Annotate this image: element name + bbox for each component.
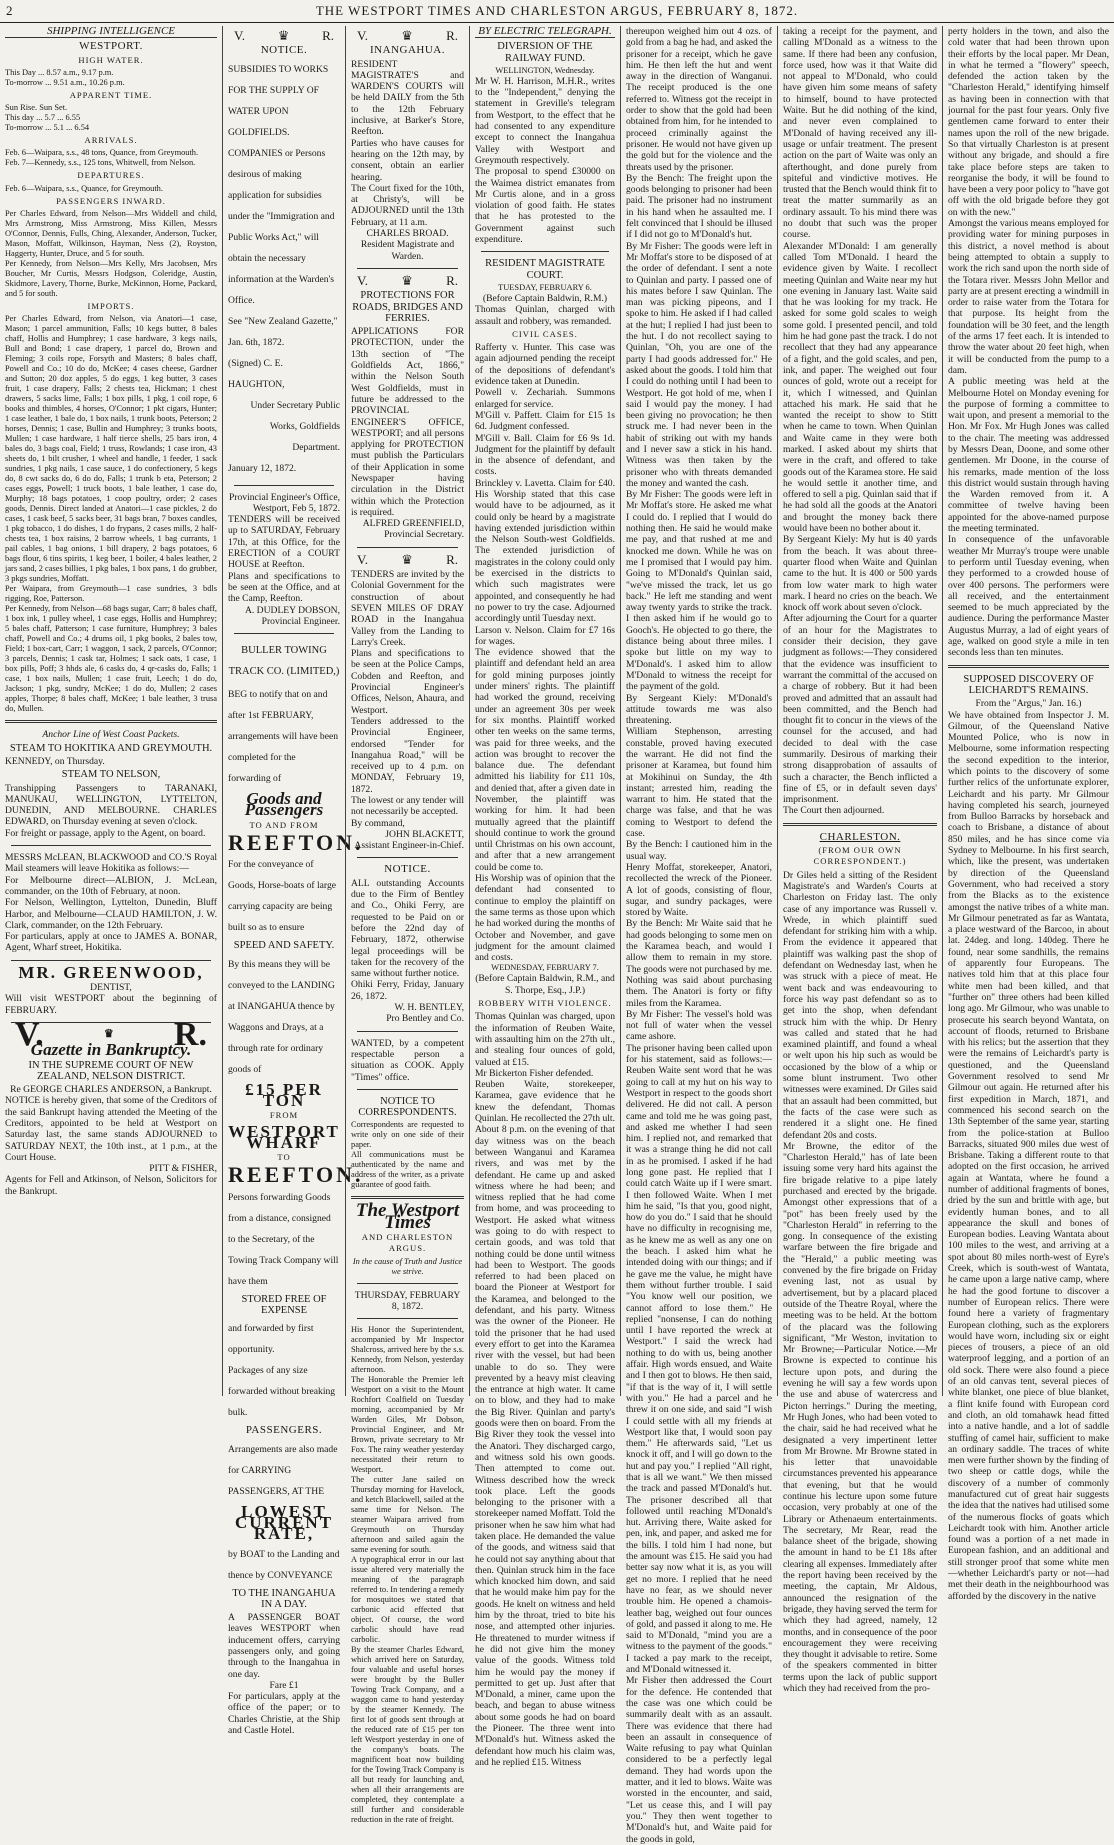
ad-title: Gazette in Bankruptcy. bbox=[30, 1040, 192, 1060]
subheading: ROBBERY WITH VIOLENCE. bbox=[478, 998, 612, 1009]
crown-icon: ♛ bbox=[277, 28, 290, 43]
ad-heading: Anchor Line of West Coast Packets. bbox=[42, 729, 180, 741]
sun-table: Sun Rise. Sun Set. This day ... 5.7 ... 6.55 To-morrow ... 5.1 ... 6.54 bbox=[5, 103, 90, 133]
divider bbox=[351, 1196, 464, 1199]
ad-text: RESIDENT MAGISTRATE'S and WARDEN'S COURTS will be held DAILY from the 5th to the 12th February inclusive, at Barker's Store, Reefton. bbox=[351, 58, 464, 138]
signature-title: Assistant Engineer-in-Chief. bbox=[354, 840, 464, 852]
ad-text: COMPANIES or Persons desirous of making application for subsidies under the "Immigration and Public Works Act," will obtain the necessary information at the Warden's Office. bbox=[228, 147, 335, 306]
column-shipping bbox=[0, 26, 222, 1396]
column-court-continued bbox=[620, 26, 777, 1845]
divider bbox=[948, 665, 1109, 668]
article-title: SUPPOSED DISCOVERY OF LEICHARDT'S REMAINS. bbox=[963, 673, 1094, 696]
ad-title: LOWEST CURRENT RATE, bbox=[234, 1501, 334, 1544]
ad-subtitle: TO THE INANGAHUA IN A DAY. bbox=[232, 1587, 336, 1610]
ad-title: MR. GREENWOOD, bbox=[18, 962, 204, 982]
ad-title: BULLER TOWING TRACK CO. (LIMITED,) bbox=[228, 645, 340, 678]
subheading: IMPORTS. bbox=[87, 301, 135, 312]
crest-letter: R. bbox=[322, 28, 334, 43]
ad-title: SUBSIDIES TO WORKS FOR THE SUPPLY OF WATER UPON GOLDFIELDS. bbox=[228, 63, 329, 138]
ad-text: See "New Zealand Gazette," Jan. 6th, 1872. bbox=[228, 315, 338, 348]
ad-title: Goods and Passengers bbox=[244, 789, 324, 820]
crest-letter: R. bbox=[446, 551, 458, 567]
signature: CHARLES BROAD. bbox=[366, 228, 449, 240]
divider bbox=[783, 823, 937, 826]
signature: (Signed) C. E. HAUGHTON, bbox=[228, 357, 285, 390]
paper-subtitle: AND CHARLESTON ARGUS. bbox=[361, 1232, 454, 1254]
ad-heading: NOTICE TO CORRESPONDENTS. bbox=[358, 1095, 457, 1119]
ad-text: Correspondents are requested to write only on one side of their paper. All communications must be authenticated by the name and address of the writer, as a private guarantee of good faith. bbox=[351, 1120, 464, 1190]
signature: W. H. BENTLEY, bbox=[394, 1002, 464, 1014]
rate-banner: £15 PER TON bbox=[245, 1079, 323, 1110]
subheading: PASSENGERS INWARD. bbox=[56, 195, 166, 206]
divider bbox=[357, 547, 458, 548]
court-before: (Before Captain Baldwin, R.M.) bbox=[482, 292, 608, 304]
crest-letter: R. bbox=[173, 1015, 207, 1053]
subheading: CIVIL CASES. bbox=[512, 328, 578, 339]
article-text: Thomas Quinlan, charged with assault and robbery, was remanded. bbox=[475, 304, 615, 327]
divider bbox=[357, 857, 458, 858]
article-title: RESIDENT MAGISTRATE COURT. bbox=[485, 258, 605, 281]
signature: PITT & FISHER, bbox=[149, 1163, 217, 1175]
page-number: 2 bbox=[6, 3, 13, 18]
ad-subtitle: DENTIST, bbox=[90, 982, 132, 994]
source-line: From the "Argus," Jan. 16.) bbox=[975, 698, 1082, 710]
divider bbox=[481, 251, 609, 252]
article-text: perty holders in the town, and also the cold water that had been thrown upon their efforts by the local paper. Mr Dean, in what he termed a "flowery" speech, defended the action taken by the "Charleston Herald," identifying himself as having been in connection with that journal for the past four years. Only five gentlemen came forward to enter their names upon the roll of the new brigade. So that virtually Charleston is at present without any brigade, and should a fire take place before steps are taken to reorganise the body, it will be found to have been a very poor policy to "have got off with the old brigade before they got on with the new." Amongst the various means employed for providing water for mining purposes in this district, a novel method is about being attempted to obtain a supply to work the rich sand upon the north side of the Totara river. Messrs John Mellor and party are at present erecting a windmill in order to raise water from the Totara for that purpose. Its height from the foundation will be 30 feet, and the length of the arms 17 feet each. It is intended to throw the water about 20 feet high, when it will be conducted from the pump to a dam. A public meeting was held at the Melbourne Hotel on Monday evening for the purpose of forming a committee to wait upon, and present a memorial to the Hon. Mr Fox. Mr Hugh Jones was called to the chair. The meeting was addressed by Messrs Dean, Doone, and some other gentlemen. Mr Doone, in the course of his remarks, made mention of the loss this district would sustain through having the Warden removed from it. A committee of twelve having been appointed for the above-named purpose the meeting terminated. In consequence of the unfavorable weather Mr Murray's troupe were unable to perform until Tuesday evening, when they performed to a crowded house of over 400 persons. The performers were all received, and the entertainment seemed to be much appreciated by the audience. During the performance Master Augustus Murray, a lad of eight years of age, walked on good style a mile in ten seconds less than ten minutes. bbox=[948, 26, 1109, 659]
ad-text: Plans and specifications to be seen at the Police Camps, Cobden and Reefton, and Provincial Engineer's Offices, Nelson, Ahaura, and Westport. bbox=[351, 648, 464, 716]
royal-crest bbox=[234, 30, 334, 41]
ad-text: BEG to notify that on and after 1st FEBRUARY, arrangements will have been completed for the forwarding of bbox=[228, 689, 339, 785]
ad-text: Will visit WESTPORT about the beginning of FEBRUARY. bbox=[5, 993, 217, 1016]
column-telegraph bbox=[469, 25, 620, 1768]
ad-text: For the conveyance of Goods, Horse-boats of large carrying capacity are being built so as to ensure bbox=[228, 859, 336, 934]
signature-title: Provincial Engineer. bbox=[261, 615, 340, 627]
passengers-list: Per Charles Edward, from Nelson—Mrs Widdell and child, Mrs Armstrong, Miss Armstrong, Miss Killen, Messrs O'Connor, Dennis, Fulls, Ching, Alexander, Anderson, Tucker, Mason, Moffatt, Wilkinson, Hayman, Ness (2), Royston, Haggerty, Hunter, Druce, and 5 for south. Per Kennedy, from Nelson—Mrs Kelly, Mrs Jacobsen, Mrs Boucher, Mr Curtis, Messrs Hodgson, Coleridge, Austin, Skidmore, Lavery, Thorne, Burke, McKinnon, Horne, Packard, and 5 for south. bbox=[5, 209, 217, 299]
page-title: THE WESTPORT TIMES AND CHARLESTON ARGUS, FEBRUARY 8, 1872. bbox=[315, 3, 799, 18]
signature-title: Agents for Fell and Atkinson, of Nelson, Solicitors for the Bankrupt. bbox=[5, 1174, 217, 1197]
divider bbox=[357, 1318, 458, 1319]
ad-heading: NOTICE. bbox=[260, 44, 308, 57]
editorial-text: His Honor the Superintendent, accompanied by Mr Inspector Shalcross, arrived here by the s.s. Kennedy, from Nelson, yesterday afternoon. The Honorable the Premier left Westport on a visit to the Mount Rochfort Coalfield on Tuesday morning, accompanied by Mr Warden Giles, Mr Dobson, Provincial Engineer, and Mr Brown, private secretary to Mr Fox. The rainy weather yesterday necessitated their return to Westport. The cutter Jane sailed on Thursday morning for Havelock, and ketch Blackwell, sailed at the same time for Nelson. The steamer Waipara arrived from Greymouth on Thursday afternoon and sailed again the same evening for south. A typographical error in our last issue altered very materially the meaning of the paragraph referred to. In tendering a remedy for mosquitoes we stated that carbonic acid effected that object. Of course, the word carbolic should have read carbolic. By the steamer Charles Edward, which arrived here on Saturday, four valuable and useful horses were brought by the Buller Towing Track Company, and a waggon came to hand yesterday by the steamer Kennedy. The first lot of goods sent through at the reduced rate of £15 per ton left Westport yesterday in one of the company's boats. The magnificent boat now building for the Towing Track Company is all but ready for launching and, when all their arrangements are completed, they contemplate a still further and considerable reduction in the rate of freight. bbox=[351, 1325, 465, 1825]
ad-title: REEFTON. bbox=[228, 1162, 364, 1188]
divider bbox=[234, 633, 334, 634]
departures-list: Feb. 6—Waipara, s.s., Quance, for Greymouth. bbox=[5, 183, 163, 193]
ad-heading: NOTICE. bbox=[384, 863, 431, 876]
ad-title: WESTPORT WHARF bbox=[228, 1121, 340, 1152]
paper-motto: In the cause of Truth and Justice we strive. bbox=[352, 1256, 463, 1276]
court-before: (Before Captain Baldwin, R.M., and S. Thorpe, Esq., J.P.) bbox=[475, 973, 615, 996]
signature: ALFRED GREENFIELD, bbox=[362, 518, 464, 530]
article-text: Thomas Quinlan was charged, upon the information of Reuben Waite, with assaulting him on the 27th ult., and stealing four ounces of gold, valued at £15. Mr Bickerton Fisher defended. Reuben Waite, storekeeper, Karamea, gave evidence that he knew the defendant, Thomas Quinlan. He recollected the 27th ult. About 8 p.m. on the evening of that day witness was on the beach between Wanganui and Karamea rivers, and was met by the defendant. He came up and asked witness where he had been; and witness replied that he had come from home, and was proceeding to Westport. He asked what witness was going to do with respect to certain goods, and was told that nothing could be done until witness had been to Westport. The goods referred to had been placed on board the Pioneer at Westport for the Karamea, and belonged to the defendant, and his party. Witness was the owner of the Pioneer. He told the prisoner that he had used every effort to get into the Karamea river with the vessel, but had been unable to do so. They were prevented by a heavy mist cleaving the entrance at high water. It came on to blow, and they had to make the Big River. Quinlan and party's goods were then on board. From the Big River they took the vessel into the Anatori. They discharged cargo, and witness sold his own goods. Then attempted to come out. Witness described how the wreck took place. Left the goods belonging to the prisoner with a storekeeper named Moffatt. Told the prisoner when he saw him what had taken place. He demanded the value of the goods, and witness said that he could not say anything about that then. Quinlan struck him in the face which knocked him down, and said that he would make him pay for the goods. He knelt on witness and held him by the throat, tried to bite his nose, and attempted other injuries. He threatened to murder witness if he did not give him the money value of the goods. Witness told him he would pay the money if permitted to get up. Just after that M'Donald, a miner, came upon the beach, and began to abuse witness about some goods he had on board the Pioneer. The three went into M'Donald's hut. Witness asked the defendant how much his claim was, and he replied £15. Witness bbox=[475, 1011, 615, 1768]
royal-crest bbox=[357, 551, 458, 567]
ad-text: TENDERS are invited by the Colonial Government for the construction of about SEVEN MILES OF DRAY ROAD in the Inangahua Valley from the Landing to Larry's Creek. bbox=[351, 569, 464, 648]
crown-icon: ♛ bbox=[103, 1027, 114, 1040]
ad-heading: INANGAHUA. bbox=[370, 44, 445, 57]
ad-text: Packages of any size forwarded without breaking bulk. bbox=[228, 1365, 336, 1419]
ad-text: By this means they will be conveyed to the LANDING at INANGAHUA thence by Waggons and Drays, at a through rate for ordinary goods of bbox=[228, 958, 335, 1075]
crest-letter: V. bbox=[357, 551, 368, 567]
ad-subtitle: STORED FREE OF EXPENSE bbox=[241, 1293, 327, 1317]
ad-text: By command, bbox=[351, 817, 405, 829]
ad-text: TENDERS will be received up to SATURDAY, February 17th, at this Office, for the ERECTION of a COURT HOUSE at Reefton. bbox=[228, 514, 340, 571]
ad-text: Ohiki Ferry, Friday, January 26, 1872. bbox=[351, 979, 464, 1002]
article-text: taking a receipt for the payment, and calling M'Donald as a witness to the same. If there had been any confusion, force used, how was it that Waite did not appeal to M'Donald, who could have given him some means of safety to himself, bound to have protected Waite. But he did nothing of the kind, and never even complained to M'Donald of having received any ill-usage or unfair treatment. The present action on the part of Waite was only an afterthought, and done purely from spiteful and vindictive motives. He trusted that the Bench would think fit to treat the matter summarily as an ordinary assault. To his mind there was no doubt that such was the proper course. Alexander M'Donald: I am generally called Tom M'Donald. I heard the evidence given by Waite. I recollect meeting Quinlan and Waite near my hut one evening in January last. Waite said that he was looking for my track. He asked for some gold scales to weigh some gold. I presented pencil, and told him he had gone past the track. I do not recollect that they had any appearance of a fight, and the gold scales, and pen, ink, and paper. The weighed out four ounces of gold, wrote out a receipt for it, which I witnessed, and Quinlan attached his mark. He said that he wanted the receipt to show to Stitt when he came to town. When Quinlan and Waite came in they were both marked. I asked about my shirts that were in the craft, and offered to take goods out of the Karamea store. He said he would settle it another time, and offered to sell a pig. Quinlan said that if he had sold all the goods at the Anatori and brought the money back there would have been no bother about it. By Sergeant Kiely: My hut is 40 yards from the beach. It was about three-quarter flood when Waite and Quinlan came to the hut. It is 400 or 500 yards from low water mark to high water mark. I heard no cries on the beach. We knock off work about seven o'clock. After adjourning the Court for a quarter of an hour for the Magistrates to consider their decision, they gave judgment as follows:—They considered that the evidence was insufficient to warrant the committal of the accused on a charge of robbery. But it had been proved and admitted that an assault had been committed, and the Bench had thought fit to concur in the views of the counsel for the accused, and had decided to deal with the case summarily. Desirous of marking their strong disapprobation of assaults of such a character, the Bench inflicted a fine of £5, or in default seven days' imprisonment. The Court then adjourned. bbox=[783, 26, 937, 817]
divider bbox=[11, 960, 211, 961]
article-text: Rafferty v. Hunter. This case was again adjourned pending the receipt of the depositions of defendant's evidence taken at Dunedin. Powell v. Zechariah. Summons enlarged for service. M'Gill v. Paffett. Claim for £15 1s 6d. Judgment confessed. M'Gill v. Ball. Claim for £6 9s 1d. Judgment for the plaintiff by default in the absence of defendant, and costs. Brinckley v. Lavetta. Claim for £40. His Worship stated that this case would have to be adjourned, as it could only be heard by a magistrate having extended jurisdiction within the Nelson South-west Goldfields. The extended jurisdiction of magistrates in the colony could only be exercised in the districts to which such magistrates were appointed, and consequently he had no power to try the case. Adjourned accordingly until Tuesday next. Larson v. Nelson. Claim for £7 16s for wages. The evidence showed that the plaintiff and defendant held an area for gold mining purposes jointly under miners' rights. The plaintiff had worked the ground, receiving under an agreement 30s per week for six months. Plaintiff worked other ten weeks on the same terms, was paid for three weeks, and the action was brought to recover the balance due. The defendant admitted his liability for £11 10s, and denied that, after a given date in November, the plaintiff was working for him. It had been mutually agreed that the plaintiff should continue to work the ground until Christmas on his own account, and after that a new arrangement could be come to. His Worship was of opinion that the defendant had consented to continue to employ the plaintiff on the same terms as those upon which he had worked during the months of October and November, and gave judgment for the amount claimed and costs. bbox=[475, 342, 615, 964]
masthead bbox=[0, 0, 1114, 23]
column-magistrate bbox=[345, 26, 469, 1825]
ad-title: MESSRS McLEAN, BLACKWOOD and CO.'S Royal Mail steamers will leave Hokitika as follows:— bbox=[5, 852, 217, 875]
ad-text: Tenders addressed to the Provincial Engineer, endorsed "Tender for Inangahua Road," will be received up to 4 p.m. on MONDAY, February 19, 1872. bbox=[351, 715, 464, 795]
tide-table: This Day ... 8.57 a.m., 9.17 p.m. To-morrow ... 9.51 a.m., 10.26 p.m. bbox=[5, 67, 125, 87]
fare: Fare £1 bbox=[269, 1679, 299, 1691]
dateline: WELLINGTON, Wednesday. bbox=[495, 65, 595, 75]
column-notices bbox=[222, 26, 364, 1737]
arrivals-list: Feb. 6—Waipara, s.s., 48 tons, Quance, from Greymouth. Feb. 7—Kennedy, s.s., 125 tons, Whitwell, from Nelson. bbox=[5, 148, 199, 168]
ad-text: APPLICATIONS FOR PROTECTION, under the 13th section of "The Goldfields Act, 1866," within the Nelson South West Goldfields, must in future be addressed to the PROVINCIAL ENGINEER'S OFFICE, WESTPORT; and all persons applying for PROTECTION must publish the Particulars of their Application in some Newspaper having circulation in the District within which the Protection is required. bbox=[351, 326, 464, 518]
signature: JOHN BLACKETT, bbox=[385, 828, 464, 840]
article-text: Mr W. H. Harrison, M.H.R., writes to the "Independent," denying the statement in Greville's telegram from Westport, to the effect that he had consented to any expenditure except to connect the Inangahua Valley with Westport and Greymouth respectively. The proposal to spend £30000 on the Waimea district emanates from Mr Curtis alone, and in a gross violation of good faith. He states that he has protested to the Government against such expenditure. bbox=[475, 75, 615, 246]
ad-text: A PASSENGER BOAT leaves WESTPORT when inducement offers, carrying passengers only, and going through to the Inangahua in one day. bbox=[228, 1612, 340, 1680]
ad-text: Transhipping Passengers to TARANAKI, MANUKAU, WELLINGTON, LYTTELTON, DUNEDIN, AND MELBOURNE. CHARLES EDWARD, on Thursday evening at seven o'clock. For freight or passage, apply to the Agent, on board. bbox=[5, 782, 217, 839]
ad-text: by BOAT to the Landing and thence by CONVEYANCE bbox=[228, 1548, 340, 1581]
ad-text: and forwarded by first opportunity. bbox=[228, 1323, 314, 1356]
ad-date: January 12, 1872. bbox=[228, 462, 297, 474]
ad-text: Arrangements are also made for CARRYING PASSENGERS, AT THE bbox=[228, 1443, 338, 1497]
article-title: DIVERSION OF THE RAILWAY FUND. bbox=[497, 41, 593, 64]
ad-text: For Melbourne direct—ALBION, J. McLean, commander, on the 10th of February, at noon. For Nelson, Wellington, Lyttelton, Dunedin, Bluff Harbor, and Melbourne—CLAUD HAMILTON, J. W. Clark, commander, on the 12th February. For particulars, apply at once to JAMES A. BONAR, Agent, Wharf street, Hokitika. bbox=[5, 874, 217, 954]
column-charleston bbox=[777, 26, 942, 1695]
ad-title: PROTECTIONS FOR ROADS, BRIDGES AND FERRIES. bbox=[352, 290, 463, 324]
signature-title: Resident Magistrate and Warden. bbox=[360, 239, 455, 262]
divider bbox=[5, 720, 217, 723]
divider bbox=[234, 485, 334, 486]
subheading: HIGH WATER. bbox=[78, 54, 144, 65]
subheading: (FROM OUR OWN CORRESPONDENT.) bbox=[813, 845, 907, 867]
divider bbox=[11, 845, 211, 846]
article-text: thereupon weighed him out 4 ozs. of gold from a bag he had, and asked the prisoner for a receipt, which he gave him. He then left the hut and went away in the direction of Wanganui. The receipt produced is the one referred to. Witness got the receipt in order to show that the gold had been obtained from him, for he intended to proceed criminally against the prisoner. He would not have given up the gold but for the violence and the threats used by the prisoner. By the Bench: The freight upon the goods belonging to prisoner had been paid. The prisoner had no instrument in his hand when he assaulted me. I felt convinced that I should be illused if I did not go to M'Donald's hut. By Mr Fisher: The goods were left in Mr Moffat's store to be disposed of at the order of defendant. I sent a note to Quinlan and party. I passed one of his mates before I saw Quinlan. The man was picking pipeons, and I spoke to him. He asked if I had called at the hut; I replied I had just been to the hut. I do not recollect saying to Quinlan, "Oh, you are one of the party I had goods addressed for." He asked about the goods. I told him that I could do nothing until I had been to Westport. He got hold of me, when I said I would pay the money. I had been giving no provocation; he then struck me. I had never been in the habit of striking out with my hands and I never saw a stick in his hand. Witness was then taken by the prisoner who with threats demanded the money and wanted the cash. By Mr Fisher: The goods were left in Mr Moffat's store. He asked me what I could do. I replied that I would do nothing then. He said he would make me pay, and that rushed at me and knocked me down. While he was on me I promised that I would pay him. Going to M'Donald's Quinlan said, "we've missed the track, let us go back." He left me standing and went away twenty yards to strike the track. I then asked him if he would go to Gooch's. He objected to go there, the distance being about three miles. I spoke but little on my way to M'Donald's. I asked him to allow M'Donald to witness the receipt for the payment of the gold. By Sergeant Kiely: M'Donald's attitude towards me was also threatening. William Stephenson, arresting constable, proved having executed the warrant. He did not find the prisoner at Karamea, but found him at Mokihinui on Sunday, the 4th instant; arrested him, reading the warrant to him. He stated that the charge was false, and that he was coming to Westport to defend the case. By the Bench: I cautioned him in the usual way. Henry Moffat, storekeeper, Anatori, recollected the wreck of the Pioneer. A lot of goods, consisting of flour, sugar, and sundry packages, were stored by Waite. By the Bench: Mr Waite said that he had goods belonging to some men on the Karamea beach, and would I allow them to remain in my store. The goods were not purchased by me. Nothing was said about purchasing them. The Anatori is forty or fifty miles from the Karamea. By Mr Fisher: The vessel's hold was not full of water when the vessel came ashore. The prisoner having been called upon for his statement, said as follows:—Reuben Waite sent word that he was going to call at my hut on his way to Westport in respect to the goods short delivered. He did not call. A person came and told me he was going past, and asked me whether I had seen him. I replied not, and remarked that it was a strange thing he did not call in as he promised. I asked if he had long gone past. He replied that I could catch Waite up if I were smart. I then followed Waite. When I met him he said, "Is that you, good night, how do you do." I said that he should have no difficulty in recognising me, as he knew me as well as any one on the beach. I asked him what he intended doing with our things; and if he gave me the value, he might have them without further trouble. I said "You know well our position, we cannot afford to lose them." He replied "nonsense, I can do nothing until I have reported the wreck at Westport." I said the wreck had nothing to do with us, being another affair. High words ensued, and Waite and I then got to blows. He then said, "if that is the way of it, I will settle with you." He had a parcel and he threw it on one side, and said "I wish I could settle with all my friends at Westport like that, I would soon pay them." He afterwards said, "Let us knock it off, and I will go down to the hut and pay you." I replied "All right, that is all we want." We then missed the track and passed M'Donald's hut. The prisoner described all that followed until reaching M'Donald's hut. Arriving there, Waite asked for pen, ink, and paper, and asked me for the bills. I told him I had none, but the amount was £15. He said you had better say now what it is, as you will get no more. I replied that he need have no fear, as we should never trouble him. He opened a chamois-leather bag, weighed out four ounces of gold, and passed it along to me. He said to M'Donald, "mind you are a witness to the payment of the goods." I tacked a pay mark to the receipt, and M'Donald witnessed it. Mr Fisher then addressed the Court for the defence. He contended that the case was one which could be summarily dealt with as an assault. There was evidence that there had been an assault in consequence of Waite refusing to pay what Quinlan considered to be a perfectly legal demand. They had words upon the matter, and it led to blows. Waite was worsted in the encounter, and said, "Let us cease this, and I will pay you." They then went together to M'Donald's hut, and Waite paid for the goods in gold, bbox=[626, 26, 772, 1845]
signature: A. DUDLEY DOBSON, bbox=[244, 604, 340, 616]
subheading: ARRIVALS. bbox=[84, 135, 138, 146]
ad-text: WANTED, by a competent respectable person a situation as COOK. Apply "Times" office. bbox=[351, 1037, 464, 1083]
ad-title: REEFTON. bbox=[228, 830, 364, 856]
article-text: Dr Giles held a sitting of the Resident Magistrate's and Warden's Courts at Charleston on Friday last. The only case of any importance was Russell v. Wrede, in which plaintiff sued defendant for striking him with a whip. From the evidence it appeared that plaintiff was walking past the shop of defendant on Wednesday last, when he was struck with a piece of meat. He went back and was endeavouring to force his way past defendant so as to get into the shop, when defendant struck him with the whip. Dr Henry was called and stated that he had examined plaintiff, and found a wheal or welt upon his hip such as would be occasioned by the blow of a whip or some blunt instrument. Two other witnesses were examined. Dr Giles said that an assault had been committed, but the facts of the case were such as rendered it a slight one. He fined defendant 20s and costs. Mr Browne, the editor of the "Charleston Herald," has of late been issuing some very hard hits against the fire brigade relative to a pipe lately purchased and erected by the brigade. Amongst other expressions that of a "pot" has been freely used by the "Charleston Herald" in referring to the gong. In consequence of the existing warfare between the fire brigade and the "Herald," a public meeting was convened by the fire brigade on Friday evening last, not as usual by advertisement, but by a placard placed outside of the Theatre Royal, where the meeting was to be held. At the bottom of the placard was the following significant, "Mr Weston, invitation to Mr Browne;—Particular Notice.—Mr Browne is expected to continue his lecture upon pots, and during the evening he will say a few words upon the use and abuse of watercress and Picton herrings." During the meeting, Mr Hugh Jones, who had been voted to the chair, said he had received what he designated a very impertinent letter from Mr Browne. Mr Browne stated in his letter that unavoidable circumstances prevented his appearance that evening, but that he would continue his lecture upon some future occasion, very probably at one of the Library or Athenaeum entertainments. The secretary, Mr Rear, read the balance sheet of the brigade, showing the amount in hand to be £1 18s after clearing all expenses. Immediately after the report having been received by the meeting, the captain, Mr Aldous, announced the resignation of the brigade, they having served the term for which they had agreed, namely, 12 months, and in consequence of the poor encouragement they were receiving they thought it advisable to retire. Some of the speakers commented in bitter terms upon the lack of public support which they had received from the pro- bbox=[783, 869, 937, 1695]
court-heading: IN THE SUPREME COURT OF NEW ZEALAND, NELSON DISTRICT. bbox=[28, 1059, 194, 1082]
ad-text: Parties who have causes for hearing on the 12th may, by consent, obtain an earlier hearing. The Court fixed for the 10th, at Christy's, will be ADJOURNED until the 13th February, at 11 a.m. bbox=[351, 137, 464, 228]
crown-icon: ♛ bbox=[401, 551, 413, 567]
ad-text: The lowest or any tender will not necessarily be accepted. bbox=[351, 795, 464, 818]
ad-heading: PASSENGERS. bbox=[245, 1424, 323, 1437]
ad-text: Persons forwarding Goods from a distance, consigned to the Secretary, of the Towing Track Company will have them bbox=[228, 1191, 339, 1287]
ad-text: KENNEDY, on Thursday. bbox=[5, 755, 105, 767]
royal-crest bbox=[357, 30, 458, 41]
dateline: WEDNESDAY, FEBRUARY 7. bbox=[491, 963, 599, 973]
paper-title: The Westport Times bbox=[355, 1200, 460, 1233]
divider bbox=[357, 1031, 458, 1032]
crest-letter: V. bbox=[234, 28, 245, 43]
divider bbox=[357, 268, 458, 269]
crest-letter: V. bbox=[357, 272, 368, 288]
crest-letter: R. bbox=[446, 28, 458, 43]
article-title: CHARLESTON. bbox=[819, 830, 901, 843]
subheading: DEPARTURES. bbox=[77, 170, 145, 181]
ad-subtitle: SPEED AND SAFETY. bbox=[233, 940, 335, 952]
paper-date: THURSDAY, FEBRUARY 8, 1872. bbox=[354, 1289, 461, 1312]
crest-letter: R. bbox=[446, 272, 458, 288]
ad-text: NOTICE is hereby given, that some of the Creditors of the said Bankrupt having attended the Meeting of the Creditors, appointed to be held at Westport on Saturday last, the same stands ADJOURNED to SATURDAY NEXT, the 10th inst., at 1 p.m., at the Court House. bbox=[5, 1095, 217, 1163]
section-heading: SHIPPING INTELLIGENCE bbox=[5, 26, 217, 38]
signature-title: Under Secretary Public Works, Goldfields Department. bbox=[250, 399, 340, 453]
imports-list: Per Charles Edward, from Nelson, via Anatori—1 case, Mason; 1 parcel ammunition, Falls; 10 kegs butter, 8 bales chaff, Hollis and Humphrey; 1 case hardware, 3 kegs nails, Bull and Bond; 1 case drapery, 1 parcel do, Brown and Fleming; 3 coils rope, Forsyth and Masters; 8 bales chaff, Powell and Co.; 10 do do, McKee; 4 cases cheese, Gardner and Sutton; 20 doz apples, 5 do eggs, 1 keg butter, 3 cases fruit, 1 case drapery, Falls; 2 chests tea, Hickman; 1 chest drawers, 5 sacks lime, Falls; 1 box pills, 1 pkg, 1 coil rope, 6 books and thimbles, 4 horses, O'Connor; 1 pkt cigars, Hunter; 1 case leather, 1 bale do, 1 box nails, 1 trunk boots, Peterson; 2 horses, Dennis; 1 case, Bullin and Humphrey; 3 trunks boots, Mullen; 1 case hardware, 1 half tierce shells, 25 bars iron, 4 bales do, 3 bags coal, Field; 1 truss, Rowlands; 1 case iron, 43 sheets do, 1 bilt crusher, 1 wheel and handle, 1 feeder, 1 sack sundries, 1 pkg nails, 1 case sauce, 1 do confectionery, 5 kegs do, 8 cwt sacks do, 6 do do, Falls; 1 trunk b eta, Peterson; 2 cases eggs, Powell; 1 truck boots, 1 bale leather, 1 case do, Murphy; 18 bags potatoes, 1 coop poultry, order; 2 cases goods, Dennis. Direct landed at Anatori—1 case pickles, 2 do cases, 1 cask beef, 5 sacks beer, 31 bags bran, 7 boxes candles, 1 pkg tobacco, 1 do dishes, 1 do frypans, 2 cases mills, 2 half-chests tea, 1 box raisins, 2 barrow wheels, 1 bag currants, 1 pail cables, 1 bag onions, 1 bill drapery, 2 bags potatoes, 6 bags flour, 6 tins spirits, 1 keg beer, 1 boiler, 4 bales leather, 2 jars sand, 2 cases billies, 1 pkg bales, 1 box pans, 1 do grubber, 3 pkgs sundries, Moffatt. Per Waipara, from Greymouth—1 case sundries, 3 bdls rigging, Roe, Patterson. Per Kennedy, from Nelson—68 bags sugar, Carr; 8 bales chaff, 1 box ink, 1 pulley wheel, 1 case eggs, Hollis and Humphrey; 5 bales chaff, Patterson; 1 case furniture, Humphrey; 3 bales chaff, Powell and Co.; 4 drums oil, 1 pkg books, 2 bales tow, Field; 1 box-cart, Carr; 1 waggon, 1 sack, 2 parcels, O'Connor; 3 parcels, Dennis; 1 cask tar, Holmes; 1 sack oats, 1 case, 1 box pills, Poff; 3 hhds ale, 6 casks do, 4 qr-casks do, Falls; 1 case, 1 box nails, Mullen; 1 case fruit, Leech; 1 do do, Jackson; 1 pkg, sundry, McKee; 1 do do, Mullen; 2 cases apples, Thorpe; 8 bales chaff, McKee; 1 bale leather, 3 trusa do, Mullen. bbox=[5, 314, 217, 714]
signature-title: Provincial Secretary. bbox=[384, 529, 464, 541]
ad-text: For particulars, apply at the office of the paper; or to Charles Christie, at the Ship and Castle Hotel. bbox=[228, 1691, 340, 1737]
column-leichhardt bbox=[942, 26, 1114, 1602]
divider bbox=[357, 1283, 458, 1284]
ad-subtitle: TO bbox=[277, 1152, 291, 1163]
signature-title: Pro Bentley and Co. bbox=[386, 1013, 464, 1025]
crown-icon: ♛ bbox=[401, 28, 413, 43]
crown-icon: ♛ bbox=[401, 272, 413, 288]
crest-letter: V. bbox=[357, 28, 368, 43]
ad-title: STEAM TO HOKITIKA AND GREYMOUTH. bbox=[9, 742, 213, 754]
ad-text: Plans and specifications to be seen at the Office, and at the Camp, Reefton. bbox=[228, 570, 340, 605]
section-heading: BY ELECTRIC TELEGRAPH. bbox=[475, 26, 615, 38]
divider bbox=[357, 1089, 458, 1090]
crest-letter: V. bbox=[15, 1015, 44, 1053]
royal-crest bbox=[357, 272, 458, 288]
dateline: TUESDAY, FEBRUARY 6. bbox=[498, 282, 592, 292]
place-heading: WESTPORT. bbox=[79, 40, 143, 53]
ad-dateline: Provincial Engineer's Office, Westport, Feb 5, 1872. bbox=[228, 491, 340, 514]
subheading: APPARENT TIME. bbox=[69, 89, 153, 100]
ad-subtitle: TO AND FROM bbox=[249, 819, 319, 830]
ad-subtitle: FROM bbox=[269, 1110, 299, 1121]
ad-title: STEAM TO NELSON, bbox=[61, 769, 161, 781]
article-text: We have obtained from Inspector J. M. Gilmour, of the Queensland Native Mounted Police, who is now in Melbourne, some information respecting the second expedition to the interior, which points to the discovery of some further relics of the unfortunate explorer, Leichardt and his party. Mr Gilmour having completed his search, journeyed from Bulloo Barracks by horseback and coach to Brisbane, a distance of about 850 miles, and he has since come via Sydney to Melbourne. In his first search, which, like the present, was undertaken by direction of the Queensland Government, who had received a story from the Blacks as to the existence amongst the native tribes of a white man. Mr Gilmour penetrated as far as Wantata, a place westward of the Barcoo, in about lat. 24deg. and long. 140deg. There he found, near some sandhills, the remains of apparently four Europeans. The natives told him that at this place four white men had been killed, and that "further on" three others had been killed long ago. Mr Gilmour, who was unable to prosecute his search beyond Wantata, on account of floods, returned to Brisbane with his relics; but the assertion that they were the remains of Leichardt's party is questioned, and the Queensland Government resolved to send Mr Gilmour out again. He returned after his first expedition in March, 1871, and commenced his second search on the 13th September of the same year, starting from the police-station at Bulloo Barracks, situated 900 miles due west of Brisbane. Taking a different route to that adopted on the first occasion, he arrived again at Wantata, where he found a number of additional fragments of bones, dried by the sun and brittle with age, but evidently human bones, and to all appearance the skull and bones of European bodies. Leaving Wantata about 100 miles to the west, and arriving at a spot about 80 miles north-west of Eyre's Creek, which is south-west of Wantata, he came upon a large native camp, where he had the good fortune to discover a number of European relics. There were found here a variety of fragmentary European clothing, such as the explorers would have worn, including six or eight pieces of trousers, a piece of an old waterproof legging, and a portion of an old sock. There were also found a piece of an old canvas tent, several pieces of white blanket, one piece of blue blanket, a flint knife found with European cord and cloth, an old tomahawk head fitted into a native handle, and a lot of saddle stuffing of camel hair, sufficient to make an ordinary saddle. The traces of white men were further shown by the finding of two sheep or cattle dogs, while the discovery of a number of commonly manufactured cut of great hair suggests the idea that the natives had utilised some of the numerous flocks of goats which Leichardt took with him. Another article found was a portion of a net made in European fashion, and an additional and still stronger proof that some white men—whether Leichardt's party or not—had met their death in the neighbourhood was afforded by the discovery in the native bbox=[948, 709, 1109, 1602]
ad-text: ALL outstanding Accounts due to the Firm of Bentley and Co., Ohiki Ferry, are requested to be Paid on or before the 22nd day of February, 1872, otherwise legal proceedings will be taken for the recovery of the same without further notice. bbox=[351, 877, 464, 980]
re-line: Re GEORGE CHARLES ANDERSON, a Bankrupt. bbox=[10, 1084, 212, 1096]
